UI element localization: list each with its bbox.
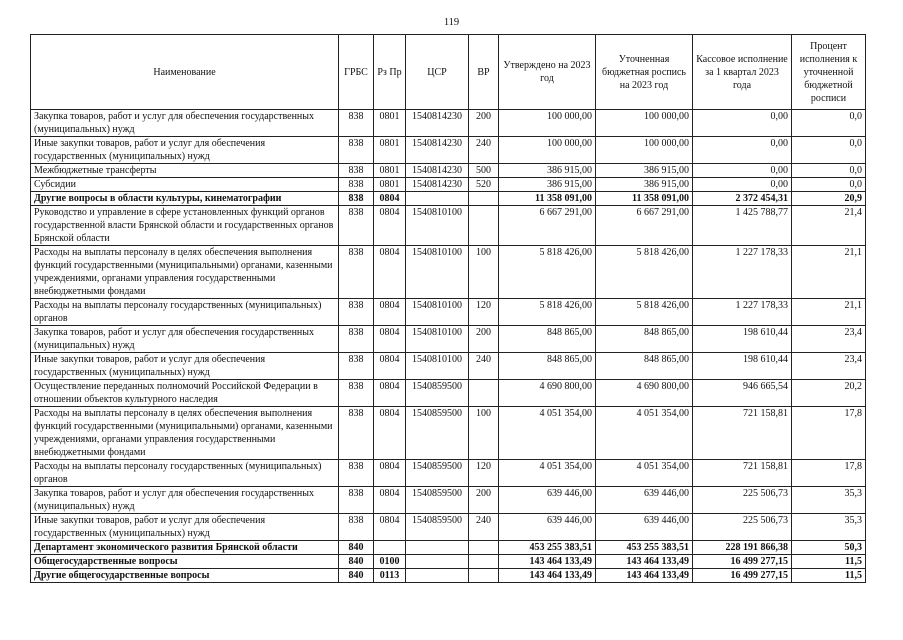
cell-cash: 1 227 178,33 <box>693 299 792 326</box>
cell-cash: 721 158,81 <box>693 460 792 487</box>
cell-approved: 6 667 291,00 <box>499 206 596 246</box>
table-row <box>31 460 866 487</box>
cell-revised: 4 690 800,00 <box>596 380 693 407</box>
cell-name: Расходы на выплаты персоналу в целях обеспечения выполнения функций государственными (муниципальными) органами, казенными учреждениями, органами управления государственными внебюджетными фондами <box>31 246 339 299</box>
table-row <box>31 192 866 206</box>
cell-vr: 120 <box>469 460 499 487</box>
cell-grbs: 838 <box>339 178 374 192</box>
cell-grbs: 838 <box>339 206 374 246</box>
cell-cash: 1 227 178,33 <box>693 246 792 299</box>
cell-revised: 639 446,00 <box>596 514 693 541</box>
cell-vr: 100 <box>469 407 499 460</box>
cell-grbs: 840 <box>339 569 374 583</box>
cell-cash: 16 499 277,15 <box>693 569 792 583</box>
cell-cash: 198 610,44 <box>693 353 792 380</box>
cell-csr: 1540810100 <box>406 206 469 246</box>
cell-revised: 4 051 354,00 <box>596 407 693 460</box>
cell-csr <box>406 192 469 206</box>
cell-vr <box>469 206 499 246</box>
cell-name: Иные закупки товаров, работ и услуг для обеспечения государственных (муниципальных) нужд <box>31 353 339 380</box>
table-body <box>31 110 866 583</box>
cell-cash: 0,00 <box>693 164 792 178</box>
cell-grbs: 840 <box>339 541 374 555</box>
header-percent: Процент исполнения к уточненной бюджетной росписи <box>792 35 866 110</box>
cell-name: Иные закупки товаров, работ и услуг для обеспечения государственных (муниципальных) нужд <box>31 137 339 164</box>
cell-approved: 639 446,00 <box>499 487 596 514</box>
cell-csr: 1540859500 <box>406 487 469 514</box>
table-row <box>31 326 866 353</box>
cell-csr: 1540810100 <box>406 299 469 326</box>
header-revised: Уточненная бюджетная роспись на 2023 год <box>596 35 693 110</box>
header-vr: ВР <box>469 35 499 110</box>
cell-name: Осуществление переданных полномочий Российской Федерации в отношении объектов культурного наследия <box>31 380 339 407</box>
cell-vr <box>469 380 499 407</box>
cell-grbs: 838 <box>339 487 374 514</box>
cell-revised: 143 464 133,49 <box>596 555 693 569</box>
cell-csr: 1540814230 <box>406 178 469 192</box>
cell-percent: 11,5 <box>792 569 866 583</box>
cell-vr <box>469 569 499 583</box>
cell-percent: 21,1 <box>792 299 866 326</box>
cell-cash: 721 158,81 <box>693 407 792 460</box>
cell-cash: 225 506,73 <box>693 514 792 541</box>
cell-csr: 1540810100 <box>406 246 469 299</box>
cell-vr: 240 <box>469 514 499 541</box>
cell-approved: 5 818 426,00 <box>499 299 596 326</box>
cell-grbs: 838 <box>339 514 374 541</box>
cell-vr <box>469 541 499 555</box>
header-approved: Утверждено на 2023 год <box>499 35 596 110</box>
cell-name: Расходы на выплаты персоналу в целях обеспечения выполнения функций государственными (муниципальными) органами, казенными учреждениями, органами управления государственными внебюджетными фондами <box>31 407 339 460</box>
cell-vr: 500 <box>469 164 499 178</box>
cell-percent: 0,0 <box>792 178 866 192</box>
cell-vr: 100 <box>469 246 499 299</box>
cell-name: Другие общегосударственные вопросы <box>31 569 339 583</box>
cell-approved: 100 000,00 <box>499 110 596 137</box>
cell-cash: 1 425 788,77 <box>693 206 792 246</box>
cell-cash: 225 506,73 <box>693 487 792 514</box>
cell-cash: 2 372 454,31 <box>693 192 792 206</box>
cell-rzpr <box>374 541 406 555</box>
table-row <box>31 299 866 326</box>
cell-approved: 386 915,00 <box>499 178 596 192</box>
cell-percent: 21,4 <box>792 206 866 246</box>
table-row <box>31 487 866 514</box>
cell-name: Общегосударственные вопросы <box>31 555 339 569</box>
cell-percent: 17,8 <box>792 407 866 460</box>
cell-grbs: 838 <box>339 299 374 326</box>
cell-rzpr: 0801 <box>374 137 406 164</box>
cell-name: Руководство и управление в сфере установленных функций органов государственной власти Брянской области и государственных органов Брянской области <box>31 206 339 246</box>
cell-approved: 143 464 133,49 <box>499 569 596 583</box>
cell-rzpr: 0804 <box>374 487 406 514</box>
cell-percent: 35,3 <box>792 514 866 541</box>
cell-cash: 16 499 277,15 <box>693 555 792 569</box>
table-row <box>31 246 866 299</box>
cell-percent: 50,3 <box>792 541 866 555</box>
table-header <box>31 35 866 110</box>
cell-revised: 5 818 426,00 <box>596 246 693 299</box>
cell-grbs: 838 <box>339 460 374 487</box>
cell-grbs: 838 <box>339 110 374 137</box>
table-row <box>31 514 866 541</box>
cell-revised: 11 358 091,00 <box>596 192 693 206</box>
cell-name: Расходы на выплаты персоналу государственных (муниципальных) органов <box>31 299 339 326</box>
budget-table <box>30 34 866 583</box>
cell-grbs: 838 <box>339 246 374 299</box>
cell-grbs: 840 <box>339 555 374 569</box>
cell-grbs: 838 <box>339 407 374 460</box>
table-row <box>31 206 866 246</box>
cell-percent: 0,0 <box>792 164 866 178</box>
table-row <box>31 569 866 583</box>
cell-csr <box>406 541 469 555</box>
cell-name: Иные закупки товаров, работ и услуг для обеспечения государственных (муниципальных) нужд <box>31 514 339 541</box>
cell-rzpr: 0804 <box>374 353 406 380</box>
cell-csr: 1540859500 <box>406 380 469 407</box>
table-row <box>31 110 866 137</box>
cell-approved: 4 051 354,00 <box>499 460 596 487</box>
cell-rzpr: 0804 <box>374 514 406 541</box>
cell-name: Расходы на выплаты персоналу государственных (муниципальных) органов <box>31 460 339 487</box>
cell-vr: 520 <box>469 178 499 192</box>
header-grbs: ГРБС <box>339 35 374 110</box>
cell-cash: 198 610,44 <box>693 326 792 353</box>
cell-revised: 386 915,00 <box>596 178 693 192</box>
cell-grbs: 838 <box>339 164 374 178</box>
page-number: 119 <box>443 17 460 28</box>
cell-rzpr: 0804 <box>374 192 406 206</box>
cell-csr: 1540859500 <box>406 460 469 487</box>
cell-cash: 0,00 <box>693 178 792 192</box>
cell-vr: 240 <box>469 353 499 380</box>
cell-cash: 946 665,54 <box>693 380 792 407</box>
cell-csr: 1540814230 <box>406 110 469 137</box>
cell-vr: 240 <box>469 137 499 164</box>
cell-approved: 848 865,00 <box>499 326 596 353</box>
cell-rzpr: 0100 <box>374 555 406 569</box>
cell-csr: 1540859500 <box>406 407 469 460</box>
cell-approved: 11 358 091,00 <box>499 192 596 206</box>
cell-cash: 0,00 <box>693 110 792 137</box>
cell-percent: 20,2 <box>792 380 866 407</box>
cell-approved: 848 865,00 <box>499 353 596 380</box>
header-cash: Кассовое исполнение за 1 квартал 2023 года <box>693 35 792 110</box>
cell-rzpr: 0801 <box>374 164 406 178</box>
cell-rzpr: 0113 <box>374 569 406 583</box>
cell-cash: 228 191 866,38 <box>693 541 792 555</box>
cell-revised: 848 865,00 <box>596 353 693 380</box>
cell-revised: 143 464 133,49 <box>596 569 693 583</box>
cell-percent: 35,3 <box>792 487 866 514</box>
cell-vr: 200 <box>469 487 499 514</box>
cell-vr <box>469 555 499 569</box>
table-row <box>31 353 866 380</box>
cell-approved: 386 915,00 <box>499 164 596 178</box>
table-row <box>31 407 866 460</box>
cell-rzpr: 0804 <box>374 326 406 353</box>
table-row <box>31 137 866 164</box>
cell-csr: 1540814230 <box>406 164 469 178</box>
cell-revised: 4 051 354,00 <box>596 460 693 487</box>
cell-percent: 20,9 <box>792 192 866 206</box>
cell-grbs: 838 <box>339 192 374 206</box>
cell-csr: 1540810100 <box>406 353 469 380</box>
cell-grbs: 838 <box>339 353 374 380</box>
cell-percent: 23,4 <box>792 353 866 380</box>
cell-vr: 200 <box>469 110 499 137</box>
cell-csr: 1540814230 <box>406 137 469 164</box>
cell-csr <box>406 555 469 569</box>
cell-rzpr: 0801 <box>374 110 406 137</box>
cell-grbs: 838 <box>339 326 374 353</box>
cell-approved: 639 446,00 <box>499 514 596 541</box>
cell-rzpr: 0804 <box>374 460 406 487</box>
cell-name: Межбюджетные трансферты <box>31 164 339 178</box>
cell-grbs: 838 <box>339 380 374 407</box>
table-row <box>31 178 866 192</box>
cell-approved: 4 051 354,00 <box>499 407 596 460</box>
cell-percent: 0,0 <box>792 110 866 137</box>
cell-revised: 848 865,00 <box>596 326 693 353</box>
cell-name: Департамент экономического развития Брянской области <box>31 541 339 555</box>
cell-percent: 0,0 <box>792 137 866 164</box>
cell-percent: 11,5 <box>792 555 866 569</box>
cell-rzpr: 0804 <box>374 380 406 407</box>
cell-approved: 143 464 133,49 <box>499 555 596 569</box>
cell-percent: 21,1 <box>792 246 866 299</box>
cell-revised: 100 000,00 <box>596 110 693 137</box>
cell-name: Субсидии <box>31 178 339 192</box>
table-row <box>31 541 866 555</box>
header-csr: ЦСР <box>406 35 469 110</box>
cell-vr <box>469 192 499 206</box>
cell-revised: 453 255 383,51 <box>596 541 693 555</box>
header-name: Наименование <box>31 35 339 110</box>
cell-rzpr: 0801 <box>374 178 406 192</box>
cell-revised: 5 818 426,00 <box>596 299 693 326</box>
cell-vr: 120 <box>469 299 499 326</box>
cell-revised: 100 000,00 <box>596 137 693 164</box>
cell-revised: 6 667 291,00 <box>596 206 693 246</box>
table-row <box>31 555 866 569</box>
table-row <box>31 380 866 407</box>
cell-rzpr: 0804 <box>374 206 406 246</box>
cell-name: Другие вопросы в области культуры, кинематографии <box>31 192 339 206</box>
cell-approved: 5 818 426,00 <box>499 246 596 299</box>
cell-vr: 200 <box>469 326 499 353</box>
cell-name: Закупка товаров, работ и услуг для обеспечения государственных (муниципальных) нужд <box>31 326 339 353</box>
cell-approved: 453 255 383,51 <box>499 541 596 555</box>
cell-name: Закупка товаров, работ и услуг для обеспечения государственных (муниципальных) нужд <box>31 487 339 514</box>
cell-approved: 4 690 800,00 <box>499 380 596 407</box>
cell-csr: 1540859500 <box>406 514 469 541</box>
cell-rzpr: 0804 <box>374 299 406 326</box>
cell-revised: 386 915,00 <box>596 164 693 178</box>
cell-percent: 23,4 <box>792 326 866 353</box>
cell-approved: 100 000,00 <box>499 137 596 164</box>
cell-csr <box>406 569 469 583</box>
cell-percent: 17,8 <box>792 460 866 487</box>
cell-csr: 1540810100 <box>406 326 469 353</box>
cell-name: Закупка товаров, работ и услуг для обеспечения государственных (муниципальных) нужд <box>31 110 339 137</box>
cell-grbs: 838 <box>339 137 374 164</box>
header-rzpr: Рз Пр <box>374 35 406 110</box>
cell-cash: 0,00 <box>693 137 792 164</box>
cell-revised: 639 446,00 <box>596 487 693 514</box>
cell-rzpr: 0804 <box>374 246 406 299</box>
cell-rzpr: 0804 <box>374 407 406 460</box>
table-row <box>31 164 866 178</box>
